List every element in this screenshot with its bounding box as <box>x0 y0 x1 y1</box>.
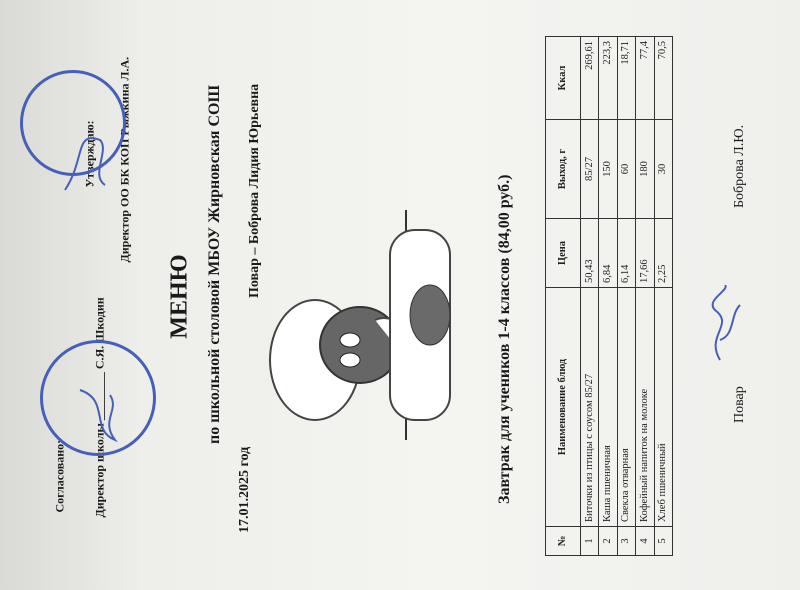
row-kcal: 223,3 <box>599 37 617 120</box>
row-number: 5 <box>654 527 672 556</box>
row-output: 150 <box>599 120 617 219</box>
row-dish: Кофейный напиток на молоке <box>636 288 654 527</box>
meal-title: Завтрак для учеников 1-4 классов (84,00 руб.) <box>496 174 513 504</box>
row-output: 180 <box>636 120 654 219</box>
menu-table <box>545 36 673 556</box>
row-output: 30 <box>654 120 672 219</box>
header-number: № <box>546 527 581 556</box>
header-kcal: Ккал <box>546 37 581 120</box>
menu-title: МЕНЮ <box>166 254 193 339</box>
row-output: 60 <box>617 120 635 219</box>
row-price: 6,84 <box>599 219 617 288</box>
signature-top <box>55 120 115 200</box>
table-row <box>636 37 654 556</box>
row-dish: Каша пшеничная <box>599 288 617 527</box>
approved-right-line1: Утверждаю: <box>82 120 97 188</box>
cook-signature <box>700 285 745 365</box>
approved-right-line2: Директор ОО БК КОП Рыжкина Л.А. <box>117 56 132 263</box>
row-kcal: 269,61 <box>581 37 599 120</box>
table-row <box>617 37 635 556</box>
approved-left-line1: Согласовано: <box>52 439 67 513</box>
footer-cook-label: Повар <box>732 386 747 423</box>
chef-illustration <box>265 210 475 440</box>
row-dish: Биточки из птицы с соусом 85/27 <box>581 288 599 527</box>
table-row <box>599 37 617 556</box>
row-number: 2 <box>599 527 617 556</box>
footer-cook-name: Боброва Л.Ю. <box>732 124 747 208</box>
row-kcal: 18,71 <box>617 37 635 120</box>
header-dish-name: Наименование блюд <box>546 288 581 527</box>
row-price: 17,66 <box>636 219 654 288</box>
table-row <box>654 37 672 556</box>
row-dish: Свекла отварная <box>617 288 635 527</box>
header-output: Выход, г <box>546 120 581 219</box>
approved-left-line2: Директор школы ________ С.Я. Шкодин <box>92 297 107 518</box>
row-dish: Хлеб пшеничный <box>654 288 672 527</box>
table-header-row <box>546 37 581 556</box>
row-number: 1 <box>581 527 599 556</box>
row-price: 2,25 <box>654 219 672 288</box>
row-kcal: 70,5 <box>654 37 672 120</box>
signature-bottom <box>70 380 130 450</box>
menu-date: 17.01.2025 год <box>237 446 252 533</box>
row-price: 6,14 <box>617 219 635 288</box>
header-price: Цена <box>546 219 581 288</box>
row-kcal: 77,4 <box>636 37 654 120</box>
cook-line: Повар – Боброва Лидия Юрьевна <box>247 83 262 298</box>
row-output: 85/27 <box>581 120 599 219</box>
row-number: 4 <box>636 527 654 556</box>
table-row <box>581 37 599 556</box>
row-price: 50,43 <box>581 219 599 288</box>
row-number: 3 <box>617 527 635 556</box>
menu-subtitle: по школьной столовой МБОУ Жирновская СОШ <box>206 84 223 444</box>
